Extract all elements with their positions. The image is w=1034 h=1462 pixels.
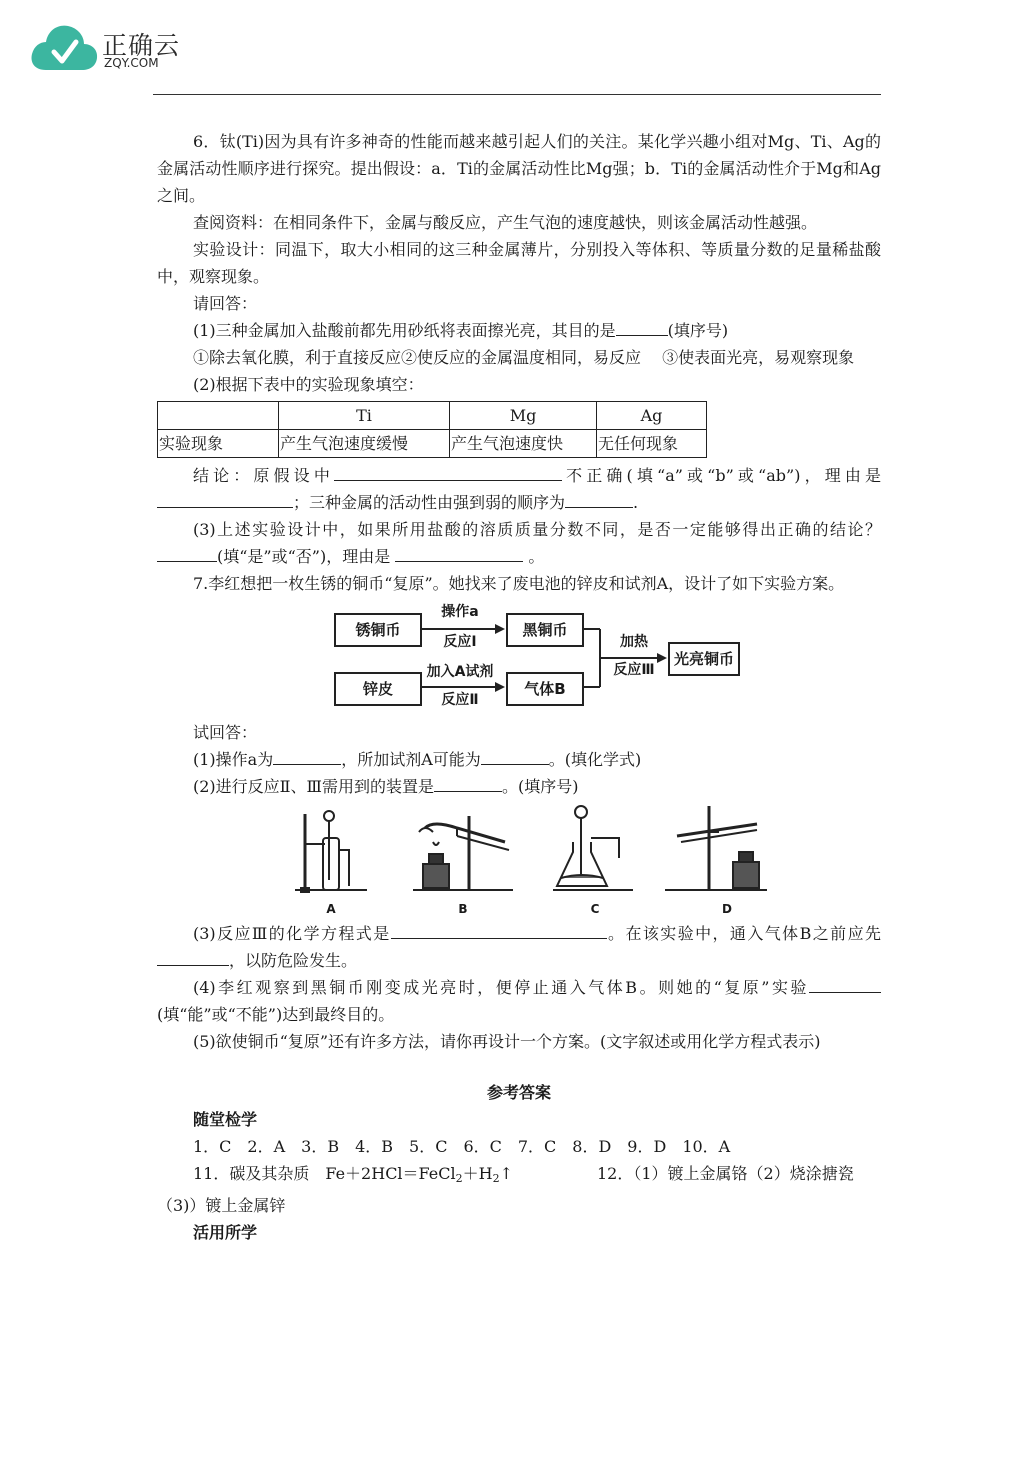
table-row [158, 430, 707, 458]
answers-section-1: 随堂检学 [193, 1110, 258, 1129]
q6-ask: 请回答： [193, 294, 258, 313]
cloud-check-icon [30, 20, 98, 74]
q6-intro: 6．钛(Ti)因为具有许多神奇的性能而越来越引起人们的关注。某化学兴趣小组对Mg、Ti、Ag的金属活动性顺序进行探究。提出假设：a．Ti的金属活动性比Mg强；b．Ti的金属活动性介于Mg和Ag之间。 [157, 132, 881, 205]
answer-blank[interactable] [434, 774, 502, 792]
table-row-label: 实验现象 [158, 430, 279, 458]
arrow-label-reaction-1: 反应Ⅰ [443, 634, 477, 650]
q6-design: 实验设计：同温下，取大小相同的这三种金属薄片，分别投入等体积、等质量分数的足量稀盐酸中，观察现象。 [157, 240, 881, 286]
arrow-label-reaction-2: 反应Ⅱ [441, 692, 479, 708]
q7-part1: (1)操作a为 ，所加试剂A可能为 。(填化学式) [157, 746, 881, 773]
q7-ask: 试回答： [193, 723, 258, 742]
arrow-label-reaction-3: 反应Ⅲ [613, 662, 655, 678]
answers-line-1: 1．C 2．A 3．B 4．B 5．C 6．C 7．C 8．D 9．D 10．A [193, 1137, 731, 1156]
answer-blank[interactable] [157, 490, 293, 508]
apparatus-drawing [157, 802, 881, 914]
answer-blank[interactable] [809, 975, 881, 993]
box-zinc-shell: 锌皮 [334, 672, 422, 706]
table-cell: 产生气泡速度快 [450, 430, 597, 458]
table-header-cell: Ti [279, 402, 450, 430]
header-divider [153, 94, 881, 95]
observation-table [157, 401, 707, 458]
table-cell: 产生气泡速度缓慢 [279, 430, 450, 458]
q6-reference: 查阅资料：在相同条件下，金属与酸反应，产生气泡的速度越快，则该金属活动性越强。 [193, 213, 818, 232]
table-header-row [158, 402, 707, 430]
logo-name: 正确云 [102, 31, 181, 60]
table-cell: 无任何现象 [597, 430, 707, 458]
box-rusty-coin: 锈铜币 [334, 613, 422, 647]
box-black-coin: 黑铜币 [506, 613, 584, 647]
q6-part1: (1)三种金属加入盐酸前都先用砂纸将表面擦光亮，其目的是 (填序号) [157, 317, 881, 344]
answers-title: 参考答案 [486, 1083, 551, 1102]
table-header-cell [158, 402, 279, 430]
q7-part5: (5)欲使铜币“复原”还有许多方法，请你再设计一个方案。(文字叙述或用化学方程式表示) [193, 1032, 821, 1051]
arrow-label-heat: 加热 [620, 634, 648, 650]
logo [30, 20, 200, 76]
box-gas-b: 气体B [506, 672, 584, 706]
q6-conclusion: 结论：原假设中 不正确(填“a”或“b”或“ab”)，理由是；三种金属的活动性由强到弱的顺序为 . [157, 462, 881, 516]
q6-part1-options: ①除去氧化膜，利于直接反应②使反应的金属温度相同，易反应 ③使表面光亮，易观察现象 [193, 348, 855, 367]
copper-restore-flowchart [157, 603, 881, 711]
answer-blank[interactable] [395, 544, 523, 562]
table-header-cell: Ag [597, 402, 707, 430]
logo-url: ZQY.COM [104, 56, 159, 70]
table-header-cell: Mg [450, 402, 597, 430]
box-bright-coin: 光亮铜币 [668, 642, 740, 676]
arrow-label-operation-a: 操作a [441, 604, 479, 620]
answer-blank[interactable] [334, 463, 562, 481]
apparatus-label-d: D [722, 902, 732, 916]
answer-blank[interactable] [616, 318, 668, 336]
answer-blank[interactable] [273, 747, 341, 765]
q7-part2: (2)进行反应Ⅱ、Ⅲ需用到的装置是 。(填序号) [157, 773, 881, 800]
q6-part3: (3)上述实验设计中，如果所用盐酸的溶质质量分数不同，是否一定能够得出正确的结论？(填“是”或“否”)，理由是 。 [157, 516, 881, 570]
q6-part2: (2)根据下表中的实验现象填空： [193, 375, 424, 394]
apparatus-label-b: B [458, 902, 468, 916]
answer-blank[interactable] [157, 948, 229, 966]
apparatus-figures [157, 802, 881, 914]
answers-line-2: 11．碳及其杂质 $Fe+2HCl=FeCl_2+H_2↑$ 12．（1）镀上金属铬（2）烧涂搪瓷 [193, 1164, 854, 1185]
apparatus-label-c: C [590, 902, 600, 916]
q7-intro: 7.李红想把一枚生锈的铜币“复原”。她找来了废电池的锌皮和试剂A，设计了如下实验方案。 [193, 574, 845, 593]
q7-part4: (4)李红观察到黑铜币刚变成光亮时，便停止通入气体B。则她的“复原”实验(填“能”或“不能”)达到最终目的。 [157, 974, 881, 1028]
answers-section-2: 活用所学 [193, 1223, 258, 1242]
document-body [157, 128, 881, 1246]
answers-line-3: （3)）镀上金属锌 [157, 1196, 286, 1215]
answer-blank[interactable] [391, 921, 607, 939]
apparatus-label-a: A [326, 902, 336, 916]
answer-blank[interactable] [481, 747, 549, 765]
answer-blank[interactable] [157, 544, 217, 562]
arrow-label-add-reagent-a: 加入A试剂 [426, 664, 494, 680]
q7-part3: (3)反应Ⅲ的化学方程式是 。在该实验中，通入气体B之前应先，以防危险发生。 [157, 920, 881, 974]
answer-blank[interactable] [565, 490, 633, 508]
